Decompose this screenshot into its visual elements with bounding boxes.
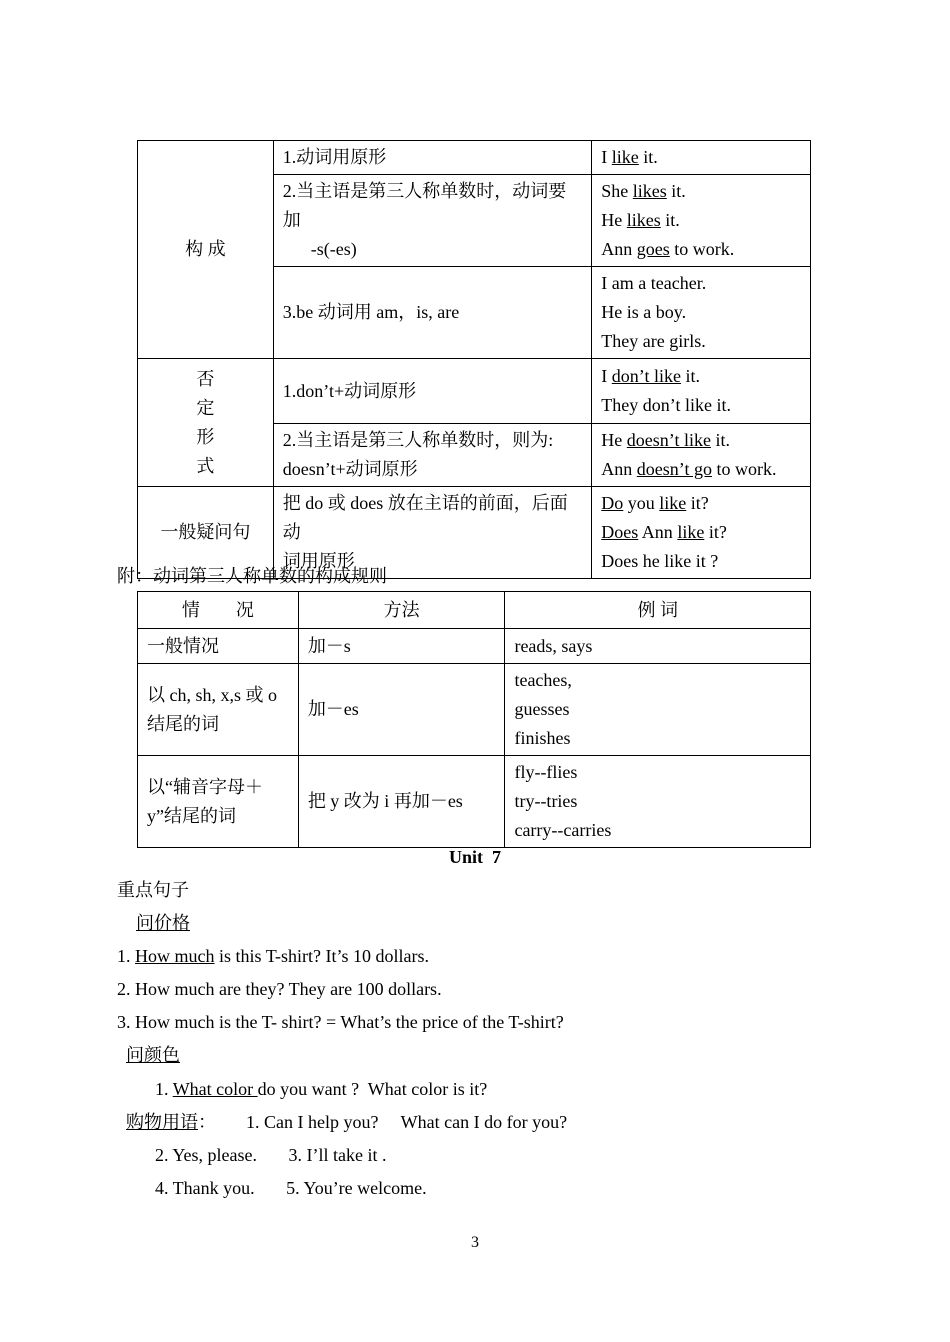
header-case: 情 况 xyxy=(138,592,299,629)
form-example-1: I like it. xyxy=(592,141,811,175)
question-examples: Do you like it? Does Ann like it? Does he like it ? xyxy=(592,487,811,579)
question-rule: 把 do 或 does 放在主语的前面，后面动 词用原形 xyxy=(273,487,592,579)
examples-1: reads, says xyxy=(505,629,811,664)
form-example-3: I am a teacher. He is a boy. They are girls. xyxy=(592,267,811,359)
negative-example-2: He doesn’t like it. Ann doesn’t go to work. xyxy=(592,424,811,487)
price-line-2: 2. How much are they? They are 100 dollars. xyxy=(117,979,442,999)
unit-title: Unit 7 xyxy=(448,847,501,867)
appendix-title: 附：动词第三人称单数的构成规则 xyxy=(117,566,387,586)
method-1: 加－s xyxy=(298,629,505,664)
price-heading: 问价格 xyxy=(136,913,190,933)
shopping-line-3: 4. Thank you. 5. You’re welcome. xyxy=(155,1178,427,1198)
form-label: 构 成 xyxy=(138,141,274,359)
examples-2: teaches, guesses finishes xyxy=(505,664,811,756)
shopping-line-1: 购物用语： 1. Can I help you? What can I do for you? xyxy=(126,1112,568,1132)
third-person-rules-table xyxy=(137,591,811,848)
price-line-1: 1. How much is this T-shirt? It’s 10 dollars. xyxy=(117,946,430,966)
header-examples: 例 词 xyxy=(505,592,811,629)
price-line-3: 3. How much is the T- shirt? = What’s the price of the T-shirt? xyxy=(117,1012,564,1032)
color-heading: 问颜色 xyxy=(126,1045,180,1065)
form-rule-1: 1.动词用原形 xyxy=(273,141,592,175)
header-method: 方法 xyxy=(298,592,505,629)
case-1: 一般情况 xyxy=(138,629,299,664)
case-2: 以 ch, sh, x,s 或 o 结尾的词 xyxy=(138,664,299,756)
form-example-2: She likes it. He likes it. Ann goes to work. xyxy=(592,175,811,267)
present-tense-table xyxy=(137,140,811,579)
negative-example-1: I don’t like it. They don’t like it. xyxy=(592,359,811,424)
negative-label: 否 定 形 式 xyxy=(138,359,274,487)
examples-3: fly--flies try--tries carry--carries xyxy=(505,756,811,848)
key-sentences-heading: 重点句子 xyxy=(117,880,189,900)
form-rule-3: 3.be 动词用 am，is, are xyxy=(273,267,592,359)
negative-rule-2: 2.当主语是第三人称单数时，则为: doesn’t+动词原形 xyxy=(273,424,592,487)
case-3: 以“辅音字母＋y”结尾的词 xyxy=(138,756,299,848)
negative-rule-1: 1.don’t+动词原形 xyxy=(273,359,592,424)
form-rule-2: 2.当主语是第三人称单数时，动词要加 -s(-es) xyxy=(273,175,592,267)
method-2: 加－es xyxy=(298,664,505,756)
method-3: 把 y 改为 i 再加－es xyxy=(298,756,505,848)
question-label: 一般疑问句 xyxy=(138,487,274,579)
color-line: 1. What color do you want ? What color is it? xyxy=(155,1079,488,1099)
shopping-line-2: 2. Yes, please. 3. I’ll take it . xyxy=(155,1145,387,1165)
page-number: 3 xyxy=(471,1234,479,1251)
shopping-heading: 购物用语 xyxy=(126,1112,198,1132)
